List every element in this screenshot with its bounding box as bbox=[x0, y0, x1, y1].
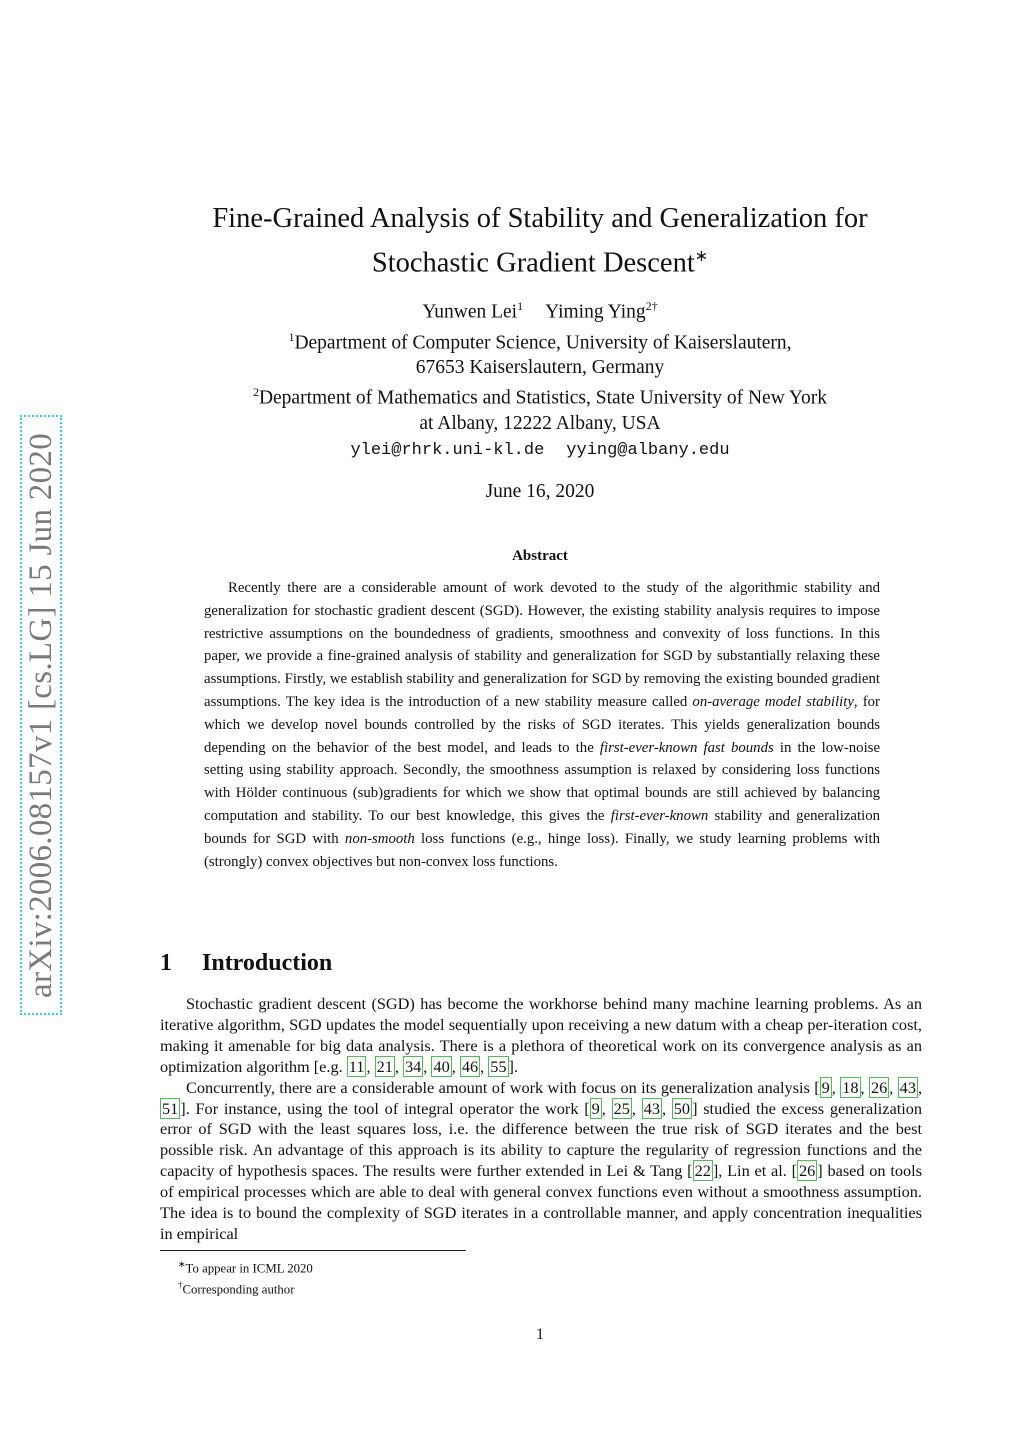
arxiv-id-text: arXiv:2006.08157v1 [cs.LG] 15 Jun 2020 bbox=[22, 432, 59, 998]
intro-p2-rest-1: ] studied the excess generalization error of SGD with the least squares loss, i.e. the difference between the true risk of SGD iterates and the best possible risk. An advantage of this approach is its ability to capture the regularity of regression functions and the capacity of hypothesis spaces. The results were further extended in Lei & Tang [ bbox=[160, 1098, 923, 1181]
abstract-heading: Abstract bbox=[512, 548, 568, 564]
abstract-body bbox=[204, 577, 880, 873]
footnote-2-text: Corresponding author bbox=[182, 1282, 295, 1297]
citation-link[interactable]: 51 bbox=[162, 1098, 179, 1118]
citation-link[interactable]: 46 bbox=[461, 1056, 479, 1076]
intro-p2-text: Concurrently, there are a considerable amount of work with focus on its generalization analysis [ bbox=[186, 1077, 820, 1097]
section-title-text: Introduction bbox=[202, 950, 333, 976]
affiliation-2-line-2: at Albany, 12222 Albany, USA bbox=[419, 412, 661, 434]
affiliation-1-line-2: 67653 Kaiserslautern, Germany bbox=[415, 357, 665, 378]
citation-link[interactable]: 40 bbox=[433, 1056, 450, 1076]
intro-p1-end: ]. bbox=[508, 1056, 519, 1076]
footnote-2 bbox=[178, 1277, 313, 1298]
intro-paragraph-1: Stochastic gradient descent (SGD) has become the workhorse behind many machine learning problems. As an iterative algorithm, SGD updates the model sequentially upon receiving a new datum with a cheap per-iteration cost, making it amenable for big data analysis. There is a plethora of theoretical work on its convergence analysis as an optimization algorithm [e.g. 11 , 21 , 34 , 40 , 46 , 55 ]. bbox=[160, 994, 922, 1076]
author-2-name: Yiming Ying bbox=[545, 301, 646, 323]
citation-link[interactable]: 9 bbox=[591, 1098, 600, 1118]
citation-link[interactable]: 43 bbox=[643, 1098, 660, 1118]
affiliation-1-text: Department of Computer Science, University of Kaiserslautern, bbox=[294, 332, 792, 353]
email-line bbox=[160, 436, 920, 463]
section-heading bbox=[160, 950, 332, 977]
citation-link[interactable]: 9 bbox=[821, 1077, 830, 1097]
author-1-sup: 1 bbox=[517, 299, 524, 313]
abstract-paragraph bbox=[204, 577, 880, 873]
citation-link[interactable]: 18 bbox=[842, 1077, 859, 1097]
citation-link[interactable]: 22 bbox=[694, 1161, 711, 1181]
footnotes bbox=[178, 1256, 313, 1298]
arxiv-identifier-stamp[interactable] bbox=[20, 415, 62, 1015]
abstract-emphasis-3: first-ever-known bbox=[610, 807, 709, 824]
abstract-text-5: loss functions (e.g., hinge loss). Finally, we study learning problems with (strongly) convex objectives but non-convex loss functions. bbox=[204, 830, 880, 870]
affiliation-2-line-1 bbox=[160, 380, 920, 411]
abstract-emphasis-2: first-ever-known fast bounds bbox=[599, 739, 774, 756]
abstract-emphasis-4: non-smooth bbox=[344, 830, 415, 847]
title-line-2 bbox=[160, 238, 920, 283]
intro-p2-rest-3: ] based on tools of empirical processes which are able to deal with general convex functions even without a smoothness assumption. The idea is to bound the complexity of SGD iterates in a controllable manner, and apply concentration inequalities in empirical bbox=[160, 1161, 922, 1243]
affiliation-2-text: Department of Mathematics and Statistics, State University of New York bbox=[258, 387, 828, 409]
footnote-1 bbox=[178, 1256, 313, 1277]
email-1[interactable]: ylei@rhrk.uni-kl.de bbox=[350, 440, 545, 460]
publication-date: June 16, 2020 bbox=[485, 480, 595, 502]
citation-link[interactable]: 55 bbox=[490, 1056, 507, 1076]
abstract-text-1: Recently there are a considerable amount of work devoted to the study of the algorithmic stability and generalization for stochastic gradient descent (SGD). However, the existing stability analysis requires to impose restrictive assumptions on the boundedness of gradients, smoothness and convexity of loss functions. In this paper, we provide a fine-grained analysis of stability and generalization for SGD by substantially relaxing these assumptions. Firstly, we establish stability and generalization for SGD by removing the existing bounded gradient assumptions. The key idea is the introduction of a new stability measure called bbox=[204, 580, 880, 710]
title-line-1: Fine-Grained Analysis of Stability and Generalization for bbox=[212, 203, 868, 234]
paper-title bbox=[160, 200, 920, 283]
affiliation-1-line-1 bbox=[160, 325, 920, 356]
intro-paragraph-2: Concurrently, there are a considerable amount of work with focus on its generalization analysis [ 9 , 18 , 26 , 43 , 51 ]. For instance, using the tool of integral operator the work [ 9 , 25 , 43 , 50 ] studied the excess generalization error of SGD with the least squares loss, i.e. the difference between the true risk of SGD iterates and the best possible risk. An advantage of this approach is its ability to capture the regularity of regression functions and the capacity of hypothesis spaces. The results were further extended in Lei & Tang [ 22 ], Lin et al. [ 26 ] based on tools of empirical processes which are able to deal with general convex functions even without a smoothness assumption. The idea is to bound the complexity of SGD iterates in a controllable manner, and apply concentration inequalities in empirical bbox=[160, 1077, 923, 1243]
citation-link[interactable]: 21 bbox=[376, 1056, 393, 1076]
footnote-2-mark: † bbox=[178, 1279, 183, 1290]
citation-link[interactable]: 43 bbox=[899, 1077, 916, 1097]
citation-link[interactable]: 50 bbox=[673, 1098, 691, 1118]
affiliation-2-sup: 2 bbox=[252, 385, 259, 399]
footnote-1-mark: ∗ bbox=[178, 1259, 186, 1269]
citation-link[interactable]: 26 bbox=[870, 1077, 888, 1097]
affiliation-1-sup: 1 bbox=[288, 329, 295, 344]
abstract-text-4: stability and generalization bounds for SGD with bbox=[204, 807, 880, 847]
introduction-body bbox=[160, 994, 922, 1245]
author-2-sup: 2† bbox=[645, 299, 658, 313]
citation-link[interactable]: 25 bbox=[613, 1098, 630, 1118]
email-2[interactable]: yying@albany.edu bbox=[566, 440, 730, 460]
author-1-name: Yunwen Lei bbox=[422, 301, 518, 323]
abstract-text-2: , for which we develop novel bounds controlled by the risks of SGD iterates. This yields generalization bounds depending on the behavior of the best model, and leads to the bbox=[204, 693, 880, 756]
intro-p2-mid: ]. For instance, using the tool of integral operator the work [ bbox=[180, 1098, 590, 1118]
intro-p2-rest-2: ], Lin et al. [ bbox=[712, 1161, 797, 1181]
title-footnote-mark: ∗ bbox=[694, 248, 709, 265]
citation-link[interactable]: 11 bbox=[348, 1056, 365, 1076]
page-number: 1 bbox=[536, 1326, 544, 1343]
footnote-divider bbox=[160, 1250, 466, 1251]
citation-link[interactable]: 26 bbox=[799, 1161, 816, 1181]
footnote-1-text: To appear in ICML 2020 bbox=[185, 1261, 313, 1276]
abstract-text-3: in the low-noise setting using stability approach. Secondly, the smoothness assumption is relaxed by considering loss functions with Hölder continuous (sub)gradients for which we show that optimal bounds are still achieved by balancing computation and stability. To our best knowledge, this gives the bbox=[204, 739, 881, 824]
title-line-2-text: Stochastic Gradient Descent bbox=[371, 247, 695, 279]
author-block bbox=[160, 294, 920, 504]
citation-link[interactable]: 34 bbox=[405, 1056, 422, 1076]
intro-p1-text: Stochastic gradient descent (SGD) has become the workhorse behind many machine learning problems. As an iterative algorithm, SGD updates the model sequentially upon receiving a new datum with a cheap per-iteration cost, making it amenable for big data analysis. There is a plethora of theoretical work on its convergence analysis as an optimization algorithm [e.g. bbox=[160, 994, 922, 1076]
author-names bbox=[160, 294, 920, 325]
section-number: 1 bbox=[160, 950, 172, 976]
abstract-emphasis-1: on-average model stability bbox=[692, 693, 854, 710]
